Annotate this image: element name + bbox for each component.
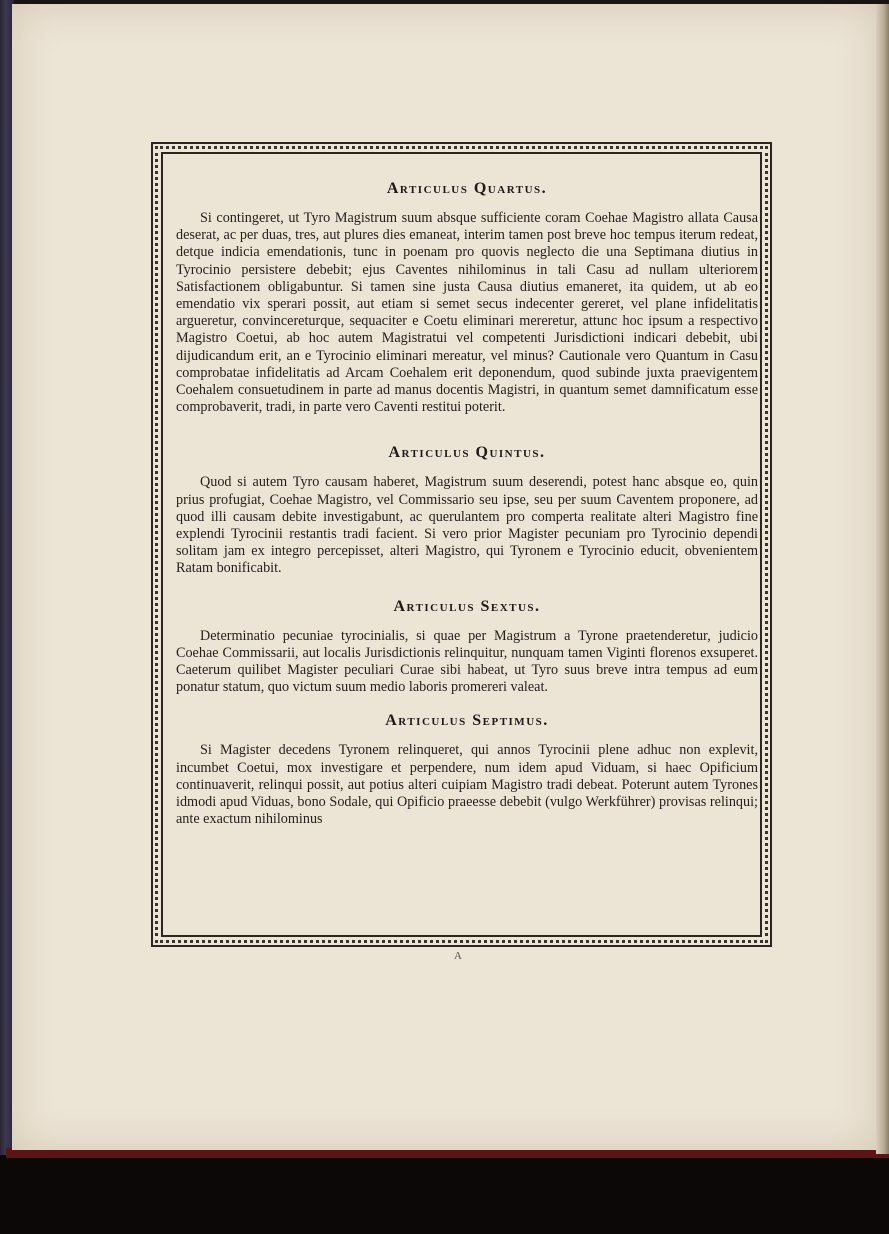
section-paragraph: Quod si autem Tyro causam haberet, Magistrum suum deserendi, potest hanc absque eo, quin prius profugiat, Coehae Magistro, vel Commissario seu ipse, seu per suum Caventem proponere, ad quod illi causam debite investigabunt, ac querulantem pro comperta realitate alteri Magistro fine explendi Tyrocinii restantis tradi facient. Si vero prior Magister pecuniam pro Tyrocinio dependi solitam jam ex integro percepisset, alteri Magistro, qui Tyronem e Tyrocinio educit, obvenientem Ratam bonificabit.	[176, 474, 758, 577]
section-articulus-septimus	[176, 712, 758, 828]
page-fore-edge	[876, 4, 889, 1154]
section-heading: Articulus Quartus.	[386, 180, 548, 197]
section-heading: Articulus Sextus.	[393, 597, 541, 615]
section-articulus-quintus	[176, 444, 758, 577]
section-paragraph: Si contingeret, ut Tyro Magistrum suum absque sufficiente coram Coehae Magistro allata Causa deserat, ac per duas, tres, aut plures dies emaneat, interim tamen post breve hoc tempus iterum redeat, detque indicia emendationis, tunc in poenam pro quovis neglecto die una Septimana diutius in Tyrocinio persistere debebit; ejus Caventes nihilominus in tali Casu ad nullam ulteriorem Satisfactionem obligabuntur. Si tamen sine justa Causa diutius emaneret, ita quidem, ut ab eo emendatio vix sperari possit, aut etiam si semet secus indecenter gereret, vel plane infidelitatis argueretur, convincereturque, sequaciter e Coetu eliminari mereretur, attunc hoc ipsum a respectivo Magistro Coetui, ab hoc autem Magistratui vel competenti Jurisdictioni indicari debebit, ubi dijudicandum erit, an e Tyrocinio eliminari mereatur, vel minus? Cautionale vero Quantum in Casu comprobatae infidelitatis ad Arcam Coehalem erit deponendum, quod subinde juxta praevigentem Coehalem consuetudinem in parte ad manus docentis Magistri, in quantum semet damnificatum esse comprobaverit, tradi, in parte vero Caventi restitui poterit.	[176, 210, 758, 416]
section-heading: Articulus Septimus.	[385, 712, 549, 730]
page-text-block	[176, 176, 758, 828]
section-articulus-quartus	[176, 180, 758, 416]
section-paragraph: Determinatio pecuniae tyrocinialis, si quae per Magistrum a Tyrone praetenderetur, judicio Coehae Commissarii, aut localis Jurisdictionis relinquitur, nunquam tamen Viginti florenos exsuperet. Caeterum quilibet Magister peculiari Curae sibi habeat, ut Tyro suus breve intra tempus ad eum ponatur statum, quo victum suum medio laboris promereri valeat.	[176, 627, 758, 696]
section-paragraph: Si Magister decedens Tyronem relinqueret, qui annos Tyrocinii plene adhuc non explevit, incumbet Coetui, mox investigare et perpendere, num idem apud Viduam, si haec Opificium continuaverit, relinqui possit, aut potius alteri cuipiam Magistro tradi debeat. Poterunt autem Tyrones idmodi apud Viduas, bono Sodale, qui Opificio praeesse debebit (vulgo Werkführer) provisas relinqui; ante exactum nihilominus	[176, 742, 758, 828]
section-articulus-sextus	[176, 598, 758, 697]
scan-background	[0, 1155, 889, 1234]
signature-mark: A	[454, 950, 462, 962]
section-heading: Articulus Quintus.	[388, 444, 546, 462]
